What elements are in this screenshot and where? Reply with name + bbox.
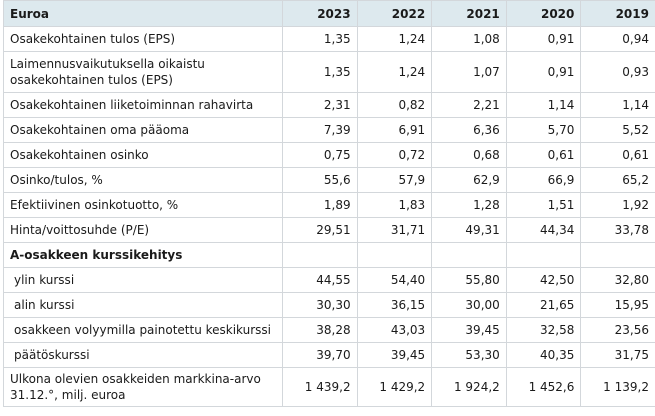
row-label: Ulkona olevien osakkeiden markkina-arvo 31.12.°, milj. euroa (4, 368, 283, 407)
cell-value: 7,39 (283, 118, 358, 143)
cell-value: 55,6 (283, 168, 358, 193)
row-label: ylin kurssi (4, 268, 283, 293)
header-year-2021: 2021 (432, 1, 507, 27)
cell-value: 2,31 (283, 93, 358, 118)
cell-value: 6,91 (357, 118, 432, 143)
cell-value: 39,70 (283, 343, 358, 368)
cell-value: 1 139,2 (581, 368, 655, 407)
cell-value: 1,14 (506, 93, 581, 118)
row-label: Osakekohtainen tulos (EPS) (4, 27, 283, 52)
header-year-2023: 2023 (283, 1, 358, 27)
cell-value: 1,89 (283, 193, 358, 218)
cell-value: 57,9 (357, 168, 432, 193)
header-label: Euroa (4, 1, 283, 27)
cell-value: 1 429,2 (357, 368, 432, 407)
table-row (4, 93, 655, 118)
row-label: Efektiivinen osinkotuotto, % (4, 193, 283, 218)
table-row (4, 27, 655, 52)
cell-value (357, 243, 432, 268)
cell-value: 23,56 (581, 318, 655, 343)
section-row (4, 243, 655, 268)
cell-value: 38,28 (283, 318, 358, 343)
cell-value: 0,91 (506, 27, 581, 52)
cell-value: 66,9 (506, 168, 581, 193)
row-label: Hinta/voittosuhde (P/E) (4, 218, 283, 243)
cell-value: 53,30 (432, 343, 507, 368)
table-row (4, 318, 655, 343)
cell-value: 0,61 (581, 143, 655, 168)
cell-value: 0,75 (283, 143, 358, 168)
cell-value: 1,24 (357, 52, 432, 93)
cell-value: 49,31 (432, 218, 507, 243)
cell-value: 15,95 (581, 293, 655, 318)
cell-value: 31,75 (581, 343, 655, 368)
cell-value: 30,00 (432, 293, 507, 318)
cell-value: 6,36 (432, 118, 507, 143)
row-label: päätöskurssi (4, 343, 283, 368)
cell-value: 43,03 (357, 318, 432, 343)
cell-value: 33,78 (581, 218, 655, 243)
cell-value: 0,91 (506, 52, 581, 93)
table-row (4, 118, 655, 143)
cell-value: 1,83 (357, 193, 432, 218)
cell-value: 5,70 (506, 118, 581, 143)
row-label: Osinko/tulos, % (4, 168, 283, 193)
cell-value: 36,15 (357, 293, 432, 318)
cell-value: 1,07 (432, 52, 507, 93)
cell-value: 54,40 (357, 268, 432, 293)
cell-value: 1,35 (283, 52, 358, 93)
row-label: Osakekohtainen oma pääoma (4, 118, 283, 143)
header-year-2019: 2019 (581, 1, 655, 27)
cell-value: 1 924,2 (432, 368, 507, 407)
table-row (4, 193, 655, 218)
cell-value: 65,2 (581, 168, 655, 193)
cell-value: 1 452,6 (506, 368, 581, 407)
cell-value: 39,45 (357, 343, 432, 368)
cell-value: 0,93 (581, 52, 655, 93)
table-row (4, 168, 655, 193)
cell-value: 31,71 (357, 218, 432, 243)
cell-value: 40,35 (506, 343, 581, 368)
cell-value (432, 243, 507, 268)
cell-value: 0,82 (357, 93, 432, 118)
cell-value: 30,30 (283, 293, 358, 318)
cell-value: 1 439,2 (283, 368, 358, 407)
cell-value: 1,35 (283, 27, 358, 52)
table-row (4, 52, 655, 93)
cell-value: 32,58 (506, 318, 581, 343)
financial-table (3, 0, 655, 407)
row-label: alin kurssi (4, 293, 283, 318)
section-heading: A-osakkeen kurssikehitys (4, 243, 283, 268)
cell-value: 1,14 (581, 93, 655, 118)
cell-value: 42,50 (506, 268, 581, 293)
table-row (4, 218, 655, 243)
row-label: Laimennusvaikutuksella oikaistu osakekohtainen tulos (EPS) (4, 52, 283, 93)
row-label: osakkeen volyymilla painotettu keskikurssi (4, 318, 283, 343)
header-year-2022: 2022 (357, 1, 432, 27)
cell-value: 32,80 (581, 268, 655, 293)
cell-value: 29,51 (283, 218, 358, 243)
header-year-2020: 2020 (506, 1, 581, 27)
cell-value: 5,52 (581, 118, 655, 143)
cell-value (283, 243, 358, 268)
cell-value: 0,72 (357, 143, 432, 168)
cell-value: 44,34 (506, 218, 581, 243)
table-row (4, 268, 655, 293)
cell-value: 1,92 (581, 193, 655, 218)
table-row (4, 368, 655, 407)
cell-value: 1,28 (432, 193, 507, 218)
cell-value (506, 243, 581, 268)
cell-value: 1,08 (432, 27, 507, 52)
cell-value: 44,55 (283, 268, 358, 293)
cell-value: 21,65 (506, 293, 581, 318)
cell-value: 0,61 (506, 143, 581, 168)
cell-value: 55,80 (432, 268, 507, 293)
cell-value: 0,94 (581, 27, 655, 52)
cell-value: 39,45 (432, 318, 507, 343)
header-row (4, 1, 655, 27)
row-label: Osakekohtainen liiketoiminnan rahavirta (4, 93, 283, 118)
table-row (4, 143, 655, 168)
cell-value: 1,24 (357, 27, 432, 52)
row-label: Osakekohtainen osinko (4, 143, 283, 168)
cell-value (581, 243, 655, 268)
table-row (4, 343, 655, 368)
cell-value: 1,51 (506, 193, 581, 218)
cell-value: 2,21 (432, 93, 507, 118)
cell-value: 0,68 (432, 143, 507, 168)
table-row (4, 293, 655, 318)
cell-value: 62,9 (432, 168, 507, 193)
